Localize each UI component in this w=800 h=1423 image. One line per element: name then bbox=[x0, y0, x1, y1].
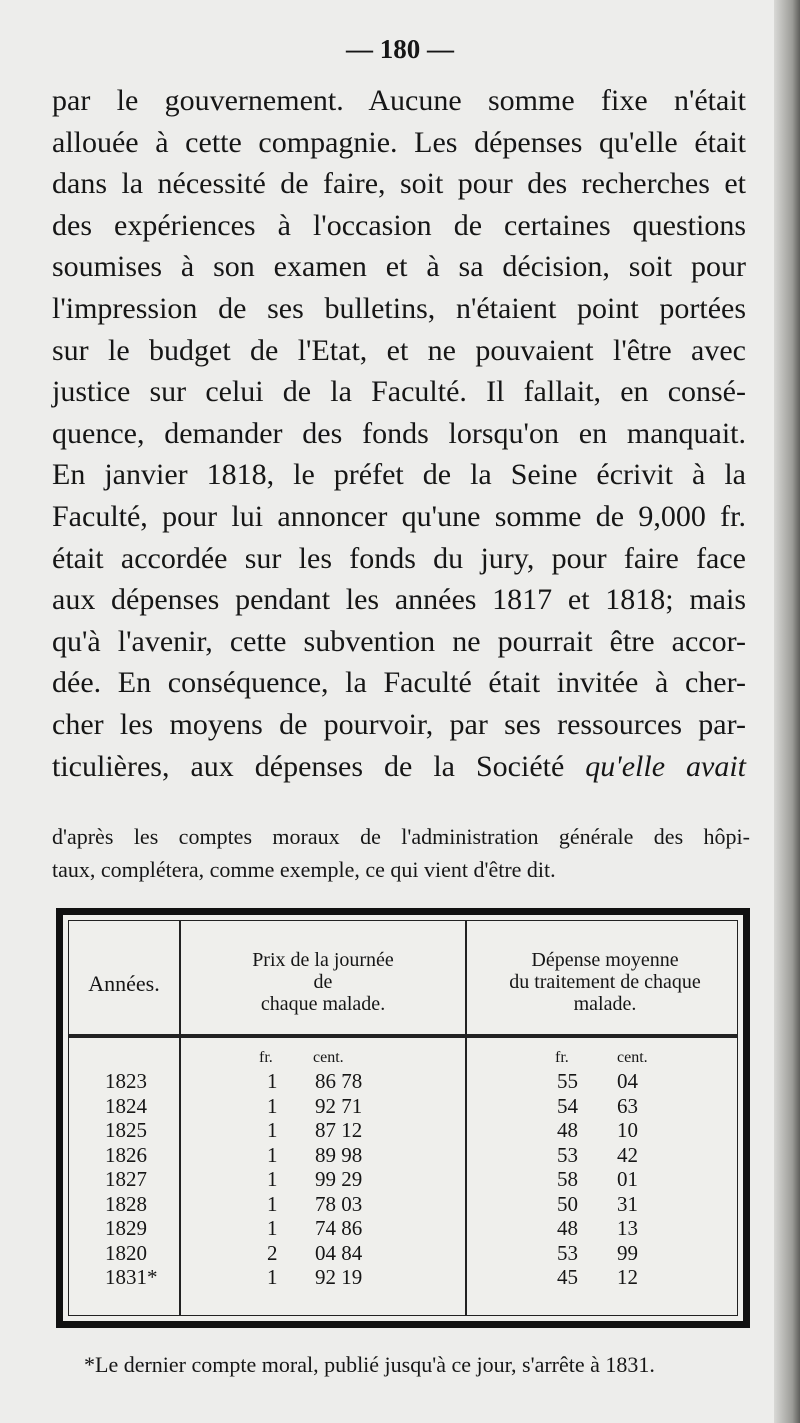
body-line-final bbox=[52, 746, 746, 788]
unit-cent: cent. bbox=[313, 1049, 344, 1066]
cell-prix-cent: 04 84 bbox=[315, 1240, 363, 1265]
cell-prix-fr: 1 bbox=[267, 1265, 278, 1289]
cell-year: 1823 bbox=[105, 1069, 147, 1093]
cell-prix-fr: 1 bbox=[267, 1167, 278, 1191]
cell-prix-fr: 1 bbox=[267, 1069, 278, 1093]
cell-dep-fr: 53 bbox=[557, 1142, 578, 1167]
body-line: cher les moyens de pourvoir, par ses ressources par- bbox=[52, 707, 746, 741]
cell-dep-fr: 48 bbox=[557, 1118, 578, 1142]
footnote: *Le dernier compte moral, publié jusqu'à ce jour, s'arrête à 1831. bbox=[84, 1352, 655, 1377]
body-line: par le gouvernement. Aucune somme fixe n'était bbox=[52, 84, 746, 117]
header-rule bbox=[69, 1034, 737, 1038]
cell-year: 1828 bbox=[105, 1191, 147, 1216]
header-annees: Années. bbox=[88, 971, 160, 996]
table-row bbox=[69, 1094, 737, 1119]
cell-prix-cent: 86 78 bbox=[315, 1069, 363, 1093]
body-line: aux dépenses pendant les années 1817 et 1818; mais bbox=[52, 583, 746, 617]
cell-prix-fr: 1 bbox=[267, 1118, 278, 1142]
cell-dep-cent: 13 bbox=[617, 1216, 638, 1240]
intro-line: taux, complétera, comme exemple, ce qui vient d'être dit. bbox=[52, 857, 556, 882]
cell-dep-fr: 55 bbox=[557, 1069, 578, 1093]
unit-fr: fr. bbox=[259, 1049, 273, 1066]
cell-dep-fr: 45 bbox=[557, 1265, 578, 1289]
header-line: Dépense moyenne bbox=[531, 949, 679, 971]
cell-dep-cent: 04 bbox=[617, 1069, 638, 1093]
cell-prix-cent: 92 19 bbox=[315, 1265, 363, 1289]
table-row bbox=[69, 1241, 737, 1266]
body-line: ticulières, aux dépenses de la Société bbox=[52, 749, 565, 783]
cell-dep-fr: 48 bbox=[557, 1216, 578, 1240]
intro-line: d'après les comptes moraux de l'administration générale des hôpi- bbox=[52, 824, 750, 849]
body-line: dée. En conséquence, la Faculté était invitée à cher- bbox=[52, 666, 746, 700]
cell-dep-cent: 01 bbox=[617, 1167, 638, 1191]
cell-year: 1829 bbox=[105, 1216, 147, 1240]
cell-year: 1825 bbox=[105, 1118, 147, 1142]
cell-dep-fr: 50 bbox=[557, 1191, 578, 1216]
cell-year: 1820 bbox=[105, 1240, 147, 1265]
cell-year: 1827 bbox=[105, 1167, 147, 1191]
header-depense bbox=[467, 949, 743, 1015]
cell-dep-fr: 53 bbox=[557, 1240, 578, 1265]
header-line: malade. bbox=[573, 993, 637, 1015]
cell-year: 1824 bbox=[105, 1093, 147, 1118]
cell-prix-fr: 1 bbox=[267, 1216, 278, 1240]
unit-fr: fr. bbox=[555, 1049, 569, 1066]
table-row bbox=[69, 1167, 737, 1192]
body-line: justice sur celui de la Faculté. Il fallait, en consé- bbox=[52, 375, 746, 409]
cell-dep-cent: 12 bbox=[617, 1265, 638, 1289]
body-line: des expériences à l'occasion de certaines questions bbox=[52, 208, 746, 242]
cell-prix-fr: 2 bbox=[267, 1240, 278, 1265]
cell-prix-fr: 1 bbox=[267, 1142, 278, 1167]
italic-phrase: qu'elle avait bbox=[585, 749, 746, 783]
cell-prix-cent: 89 98 bbox=[315, 1142, 363, 1167]
body-line: l'impression de ses bulletins, n'étaient point portées bbox=[52, 291, 746, 325]
cell-year: 1826 bbox=[105, 1142, 147, 1167]
cell-dep-cent: 31 bbox=[617, 1191, 638, 1216]
body-line: allouée à cette compagnie. Les dépenses qu'elle était bbox=[52, 125, 746, 159]
cell-dep-fr: 54 bbox=[557, 1093, 578, 1118]
cell-prix-cent: 92 71 bbox=[315, 1093, 363, 1118]
table-row bbox=[69, 1118, 737, 1143]
header-line: de bbox=[313, 971, 333, 993]
body-line: Faculté, pour lui annoncer qu'une somme de 9,000 fr. bbox=[52, 499, 746, 533]
body-line: était accordée sur les fonds du jury, pour faire face bbox=[52, 541, 746, 575]
cell-dep-cent: 42 bbox=[617, 1142, 638, 1167]
header-prix bbox=[181, 949, 465, 1015]
cell-dep-cent: 63 bbox=[617, 1093, 638, 1118]
page-number: — 180 — bbox=[346, 34, 454, 64]
body-line: En janvier 1818, le préfet de la Seine écrivit à la bbox=[52, 458, 746, 492]
cell-dep-fr: 58 bbox=[557, 1167, 578, 1191]
table-intro bbox=[52, 820, 750, 886]
cell-prix-cent: 99 29 bbox=[315, 1167, 363, 1191]
cell-prix-fr: 1 bbox=[267, 1191, 278, 1216]
table-row bbox=[69, 1216, 737, 1241]
body-line: sur le budget de l'Etat, et ne pouvaient l'être avec bbox=[52, 333, 746, 367]
body-line: soumises à son examen et à sa décision, soit pour bbox=[52, 250, 746, 284]
table-inner-border bbox=[68, 920, 738, 1316]
cell-prix-cent: 78 03 bbox=[315, 1191, 363, 1216]
unit-cent: cent. bbox=[617, 1049, 648, 1066]
statistics-table bbox=[56, 908, 750, 1328]
cell-prix-cent: 74 86 bbox=[315, 1216, 363, 1240]
table-row bbox=[69, 1265, 737, 1290]
cell-dep-cent: 99 bbox=[617, 1240, 638, 1265]
table-row bbox=[69, 1143, 737, 1168]
table-row bbox=[69, 1069, 737, 1094]
cell-prix-cent: 87 12 bbox=[315, 1118, 363, 1142]
header-line: du traitement de chaque bbox=[509, 971, 701, 993]
cell-year: 1831* bbox=[105, 1265, 158, 1289]
cell-dep-cent: 10 bbox=[617, 1118, 638, 1142]
table-row bbox=[69, 1192, 737, 1217]
page-edge-shadow bbox=[774, 0, 800, 1423]
body-text bbox=[52, 80, 746, 787]
header-line: chaque malade. bbox=[260, 993, 386, 1015]
table-body bbox=[69, 1069, 737, 1290]
body-line: qu'à l'avenir, cette subvention ne pourrait être accor- bbox=[52, 624, 746, 658]
body-line: quence, demander des fonds lorsqu'on en manquait. bbox=[52, 416, 746, 450]
cell-prix-fr: 1 bbox=[267, 1093, 278, 1118]
header-line: Prix de la journée bbox=[252, 949, 394, 971]
body-line: dans la nécessité de faire, soit pour des recherches et bbox=[52, 167, 746, 201]
